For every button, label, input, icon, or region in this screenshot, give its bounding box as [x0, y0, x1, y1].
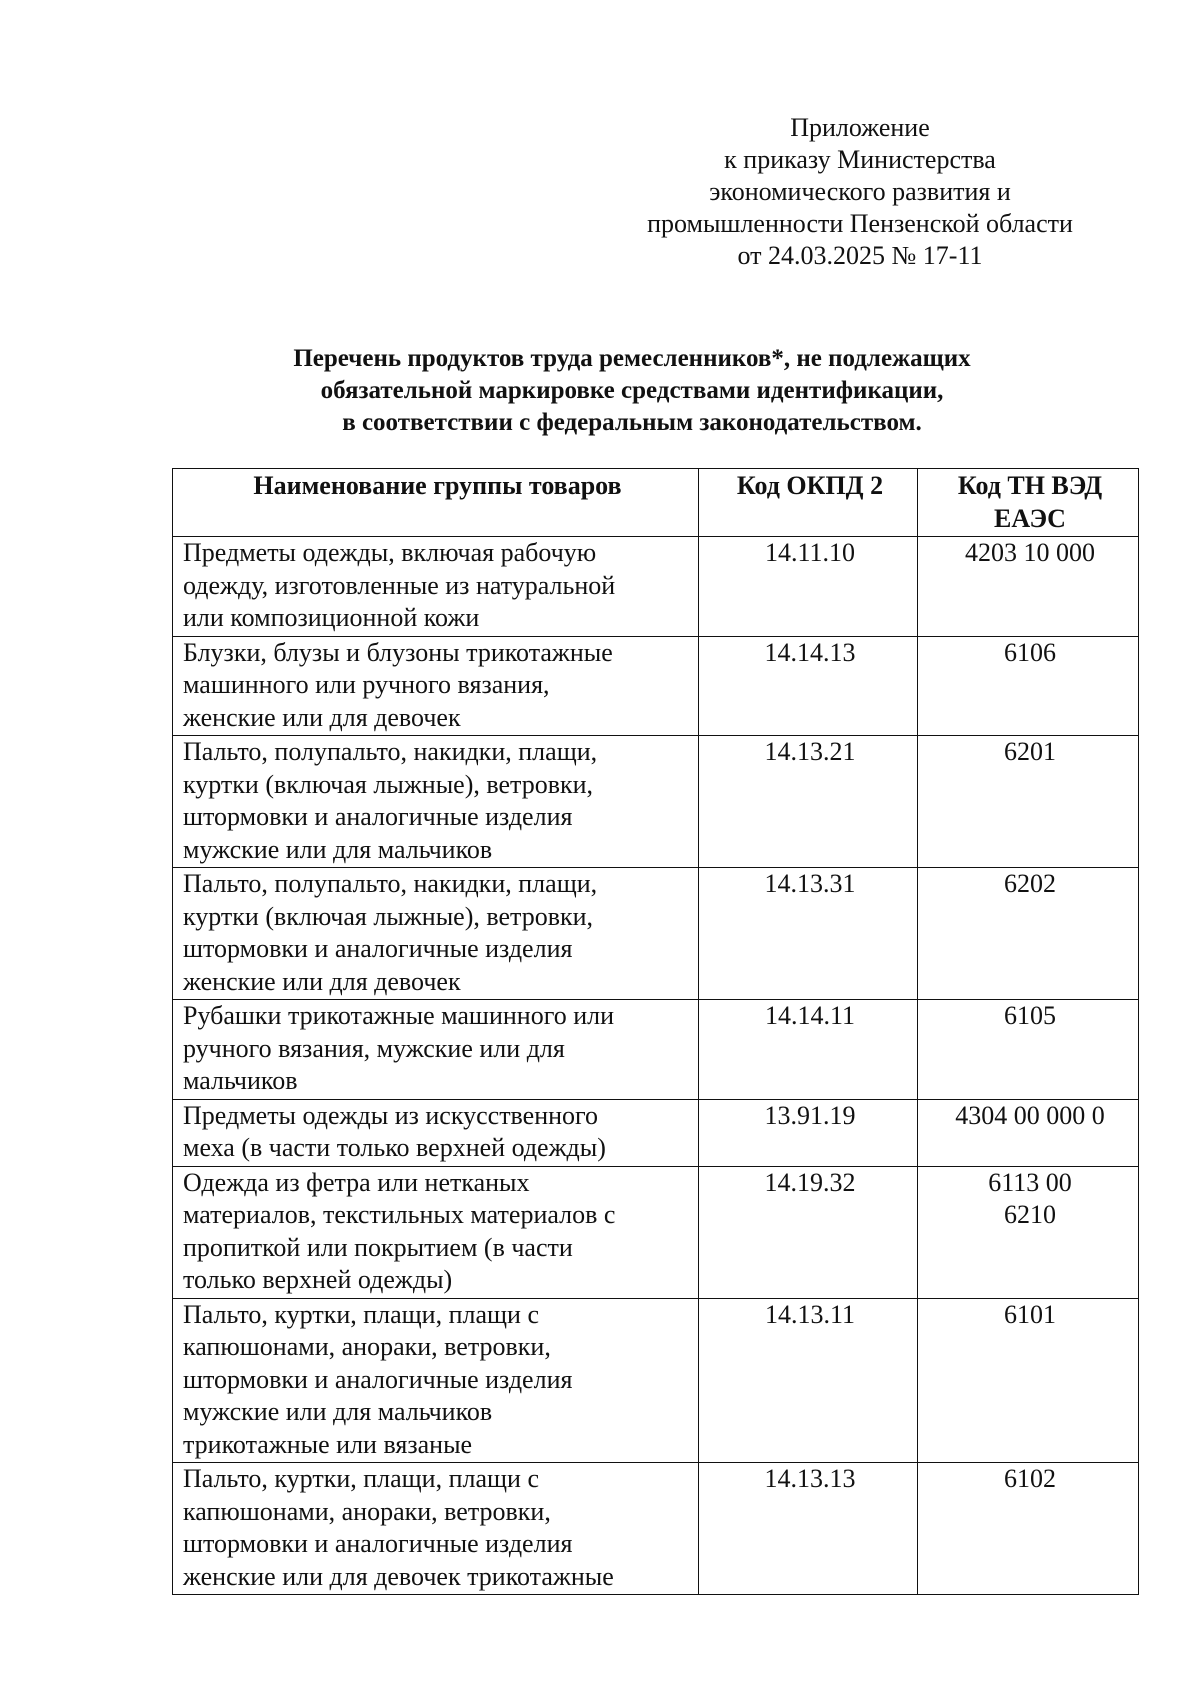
- cell-line: 14.19.32: [764, 1167, 856, 1197]
- cell-line: Пальто, куртки, плащи, плащи с: [183, 1464, 540, 1493]
- cell-line: Пальто, полупальто, накидки, плащи,: [183, 869, 598, 898]
- cell-line: 14.13.21: [764, 737, 856, 766]
- table-row: [173, 868, 1139, 1000]
- cell-line: 14.14.11: [764, 1001, 856, 1030]
- appendix-line: экономического развития и: [709, 177, 1011, 206]
- title-line: Перечень продуктов труда ремесленников*, не подлежащих: [293, 345, 971, 372]
- table-row: [173, 1000, 1139, 1100]
- cell-tnved-code: [918, 1000, 1139, 1100]
- cell-line: капюшонами, анораки, ветровки,: [183, 1332, 551, 1361]
- cell-line: Одежда из фетра или нетканых: [183, 1167, 530, 1197]
- cell-group-name: [173, 1463, 699, 1595]
- cell-line: мальчиков: [183, 1066, 298, 1095]
- cell-line: Рубашки трикотажные машинного или: [183, 1001, 615, 1030]
- document-title: [172, 343, 1092, 439]
- cell-line: женские или для девочек: [183, 966, 461, 996]
- cell-okpd-code: [699, 1463, 918, 1595]
- cell-tnved-code: [918, 1166, 1139, 1298]
- cell-group-name: [173, 537, 699, 637]
- cell-tnved-code: [918, 1298, 1139, 1463]
- cell-line: 14.13.31: [764, 869, 856, 898]
- cell-line: 6106: [1004, 637, 1056, 667]
- cell-okpd-code: [699, 736, 918, 868]
- table-row: [173, 1166, 1139, 1298]
- cell-line: 14.11.10: [764, 538, 856, 567]
- cell-line: Предметы одежды из искусственного: [183, 1100, 599, 1130]
- cell-group-name: [173, 1166, 699, 1298]
- cell-tnved-code: [918, 537, 1139, 637]
- cell-okpd-code: [699, 1000, 918, 1100]
- cell-line: машинного или ручного вязания,: [183, 670, 550, 699]
- cell-line: Пальто, полупальто, накидки, плащи,: [183, 737, 598, 766]
- title-line: в соответствии с федеральным законодательством.: [342, 409, 922, 436]
- cell-line: 13.91.19: [764, 1100, 856, 1130]
- cell-line: 6101: [1004, 1299, 1056, 1329]
- cell-line: 6202: [1004, 869, 1056, 898]
- cell-line: Блузки, блузы и блузоны трикотажные: [183, 637, 613, 667]
- cell-line: 6102: [1004, 1464, 1056, 1493]
- cell-tnved-code: [918, 868, 1139, 1000]
- cell-line: 4203 10 000: [965, 538, 1095, 567]
- cell-okpd-code: [699, 636, 918, 736]
- table-row: [173, 636, 1139, 736]
- header-okpd-code: [699, 469, 918, 537]
- table-row: [173, 1099, 1139, 1166]
- cell-line: штормовки и аналогичные изделия: [183, 802, 573, 831]
- table-row: [173, 1298, 1139, 1463]
- cell-line: Пальто, куртки, плащи, плащи с: [183, 1299, 540, 1329]
- cell-line: женские или для девочек трикотажные: [183, 1561, 614, 1591]
- cell-line: меха (в части только верхней одежды): [183, 1133, 606, 1162]
- cell-line: 6201: [1004, 737, 1056, 766]
- cell-tnved-code: [918, 636, 1139, 736]
- cell-line: штормовки и аналогичные изделия: [183, 934, 573, 963]
- cell-tnved-code: [918, 1099, 1139, 1166]
- cell-line: только верхней одежды): [183, 1265, 453, 1294]
- cell-line: 6105: [1004, 1001, 1056, 1030]
- table-row: [173, 537, 1139, 637]
- cell-line: мужские или для мальчиков: [183, 834, 493, 864]
- cell-line: 14.13.11: [764, 1299, 856, 1329]
- header-group-name: [173, 469, 699, 537]
- cell-line: 4304 00 000 0: [955, 1100, 1105, 1130]
- cell-line: Предметы одежды, включая рабочую: [183, 538, 597, 567]
- cell-okpd-code: [699, 1099, 918, 1166]
- cell-line: материалов, текстильных материалов с: [183, 1200, 616, 1229]
- cell-line: 14.13.13: [764, 1464, 856, 1493]
- cell-line: одежду, изготовленные из натуральной: [183, 570, 616, 600]
- table-row: [173, 736, 1139, 868]
- header-line: ЕАЭС: [994, 503, 1066, 533]
- cell-tnved-code: [918, 1463, 1139, 1595]
- cell-okpd-code: [699, 537, 918, 637]
- cell-line: 14.14.13: [764, 637, 856, 667]
- cell-line: мужские или для мальчиков: [183, 1397, 493, 1426]
- cell-group-name: [173, 868, 699, 1000]
- table-header-row: [173, 469, 1139, 537]
- cell-okpd-code: [699, 868, 918, 1000]
- header-line: Наименование группы товаров: [253, 471, 622, 500]
- cell-okpd-code: [699, 1166, 918, 1298]
- appendix-line: к приказу Министерства: [724, 145, 996, 174]
- cell-line: штормовки и аналогичные изделия: [183, 1364, 573, 1394]
- cell-line: куртки (включая лыжные), ветровки,: [183, 769, 594, 799]
- appendix-header: [620, 112, 1100, 272]
- cell-okpd-code: [699, 1298, 918, 1463]
- cell-line: 6113 00: [988, 1167, 1072, 1197]
- cell-tnved-code: [918, 736, 1139, 868]
- title-line: обязательной маркировке средствами идентификации,: [320, 377, 944, 404]
- cell-group-name: [173, 636, 699, 736]
- appendix-line: от 24.03.2025 № 17-11: [737, 241, 983, 270]
- cell-line: ручного вязания, мужские или для: [183, 1033, 565, 1063]
- cell-line: 6210: [1004, 1200, 1056, 1229]
- appendix-line: Приложение: [790, 113, 930, 142]
- header-line: Код ОКПД 2: [736, 471, 884, 500]
- cell-line: или композиционной кожи: [183, 603, 480, 632]
- table-row: [173, 1463, 1139, 1595]
- cell-line: женские или для девочек: [183, 702, 461, 732]
- header-tnved-code: [918, 469, 1139, 537]
- cell-group-name: [173, 1099, 699, 1166]
- appendix-line: промышленности Пензенской области: [647, 209, 1073, 238]
- header-line: Код ТН ВЭД: [957, 471, 1103, 500]
- cell-group-name: [173, 736, 699, 868]
- cell-line: штормовки и аналогичные изделия: [183, 1529, 573, 1558]
- cell-line: капюшонами, анораки, ветровки,: [183, 1496, 551, 1526]
- cell-line: трикотажные или вязаные: [183, 1429, 473, 1459]
- cell-group-name: [173, 1298, 699, 1463]
- cell-line: пропиткой или покрытием (в части: [183, 1232, 573, 1262]
- cell-line: куртки (включая лыжные), ветровки,: [183, 901, 594, 931]
- cell-group-name: [173, 1000, 699, 1100]
- product-groups-table: [172, 468, 1139, 1595]
